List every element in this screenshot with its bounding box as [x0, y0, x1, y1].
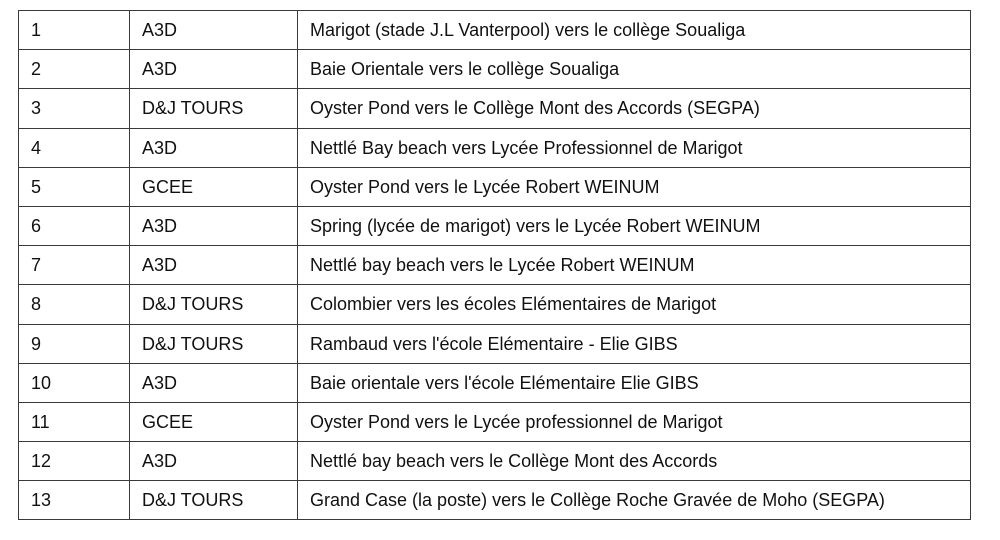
table-row	[19, 481, 971, 520]
route-number-cell: 9	[19, 324, 130, 363]
table-row	[19, 167, 971, 206]
route-description-cell: Grand Case (la poste) vers le Collège Roche Gravée de Moho (SEGPA)	[298, 481, 971, 520]
table-row	[19, 11, 971, 50]
route-number-cell: 7	[19, 246, 130, 285]
operator-cell: A3D	[130, 442, 298, 481]
operator-cell: A3D	[130, 206, 298, 245]
operator-cell: A3D	[130, 11, 298, 50]
table-row	[19, 442, 971, 481]
table-row	[19, 50, 971, 89]
operator-cell: D&J TOURS	[130, 324, 298, 363]
table-row	[19, 128, 971, 167]
route-number-cell: 13	[19, 481, 130, 520]
table-row	[19, 246, 971, 285]
route-number-cell: 4	[19, 128, 130, 167]
operator-cell: D&J TOURS	[130, 89, 298, 128]
operator-cell: A3D	[130, 363, 298, 402]
table-row	[19, 206, 971, 245]
route-number-cell: 12	[19, 442, 130, 481]
route-description-cell: Baie Orientale vers le collège Soualiga	[298, 50, 971, 89]
route-description-cell: Oyster Pond vers le Lycée professionnel de Marigot	[298, 402, 971, 441]
route-number-cell: 1	[19, 11, 130, 50]
operator-cell: A3D	[130, 246, 298, 285]
operator-cell: GCEE	[130, 402, 298, 441]
route-number-cell: 8	[19, 285, 130, 324]
route-description-cell: Colombier vers les écoles Elémentaires de Marigot	[298, 285, 971, 324]
table-row	[19, 402, 971, 441]
table-row	[19, 324, 971, 363]
route-description-cell: Rambaud vers l'école Elémentaire - Elie GIBS	[298, 324, 971, 363]
route-description-cell: Oyster Pond vers le Lycée Robert WEINUM	[298, 167, 971, 206]
route-description-cell: Nettlé bay beach vers le Lycée Robert WEINUM	[298, 246, 971, 285]
route-description-cell: Spring (lycée de marigot) vers le Lycée Robert WEINUM	[298, 206, 971, 245]
operator-cell: GCEE	[130, 167, 298, 206]
operator-cell: D&J TOURS	[130, 285, 298, 324]
route-number-cell: 5	[19, 167, 130, 206]
route-description-cell: Marigot (stade J.L Vanterpool) vers le collège Soualiga	[298, 11, 971, 50]
route-number-cell: 10	[19, 363, 130, 402]
table-row	[19, 363, 971, 402]
route-description-cell: Baie orientale vers l'école Elémentaire Elie GIBS	[298, 363, 971, 402]
bus-routes-table-body	[19, 11, 971, 520]
route-number-cell: 6	[19, 206, 130, 245]
route-description-cell: Oyster Pond vers le Collège Mont des Accords (SEGPA)	[298, 89, 971, 128]
route-number-cell: 11	[19, 402, 130, 441]
operator-cell: D&J TOURS	[130, 481, 298, 520]
route-description-cell: Nettlé Bay beach vers Lycée Professionnel de Marigot	[298, 128, 971, 167]
operator-cell: A3D	[130, 128, 298, 167]
route-number-cell: 2	[19, 50, 130, 89]
operator-cell: A3D	[130, 50, 298, 89]
route-description-cell: Nettlé bay beach vers le Collège Mont des Accords	[298, 442, 971, 481]
route-number-cell: 3	[19, 89, 130, 128]
table-row	[19, 285, 971, 324]
bus-routes-table	[18, 10, 971, 520]
table-row	[19, 89, 971, 128]
